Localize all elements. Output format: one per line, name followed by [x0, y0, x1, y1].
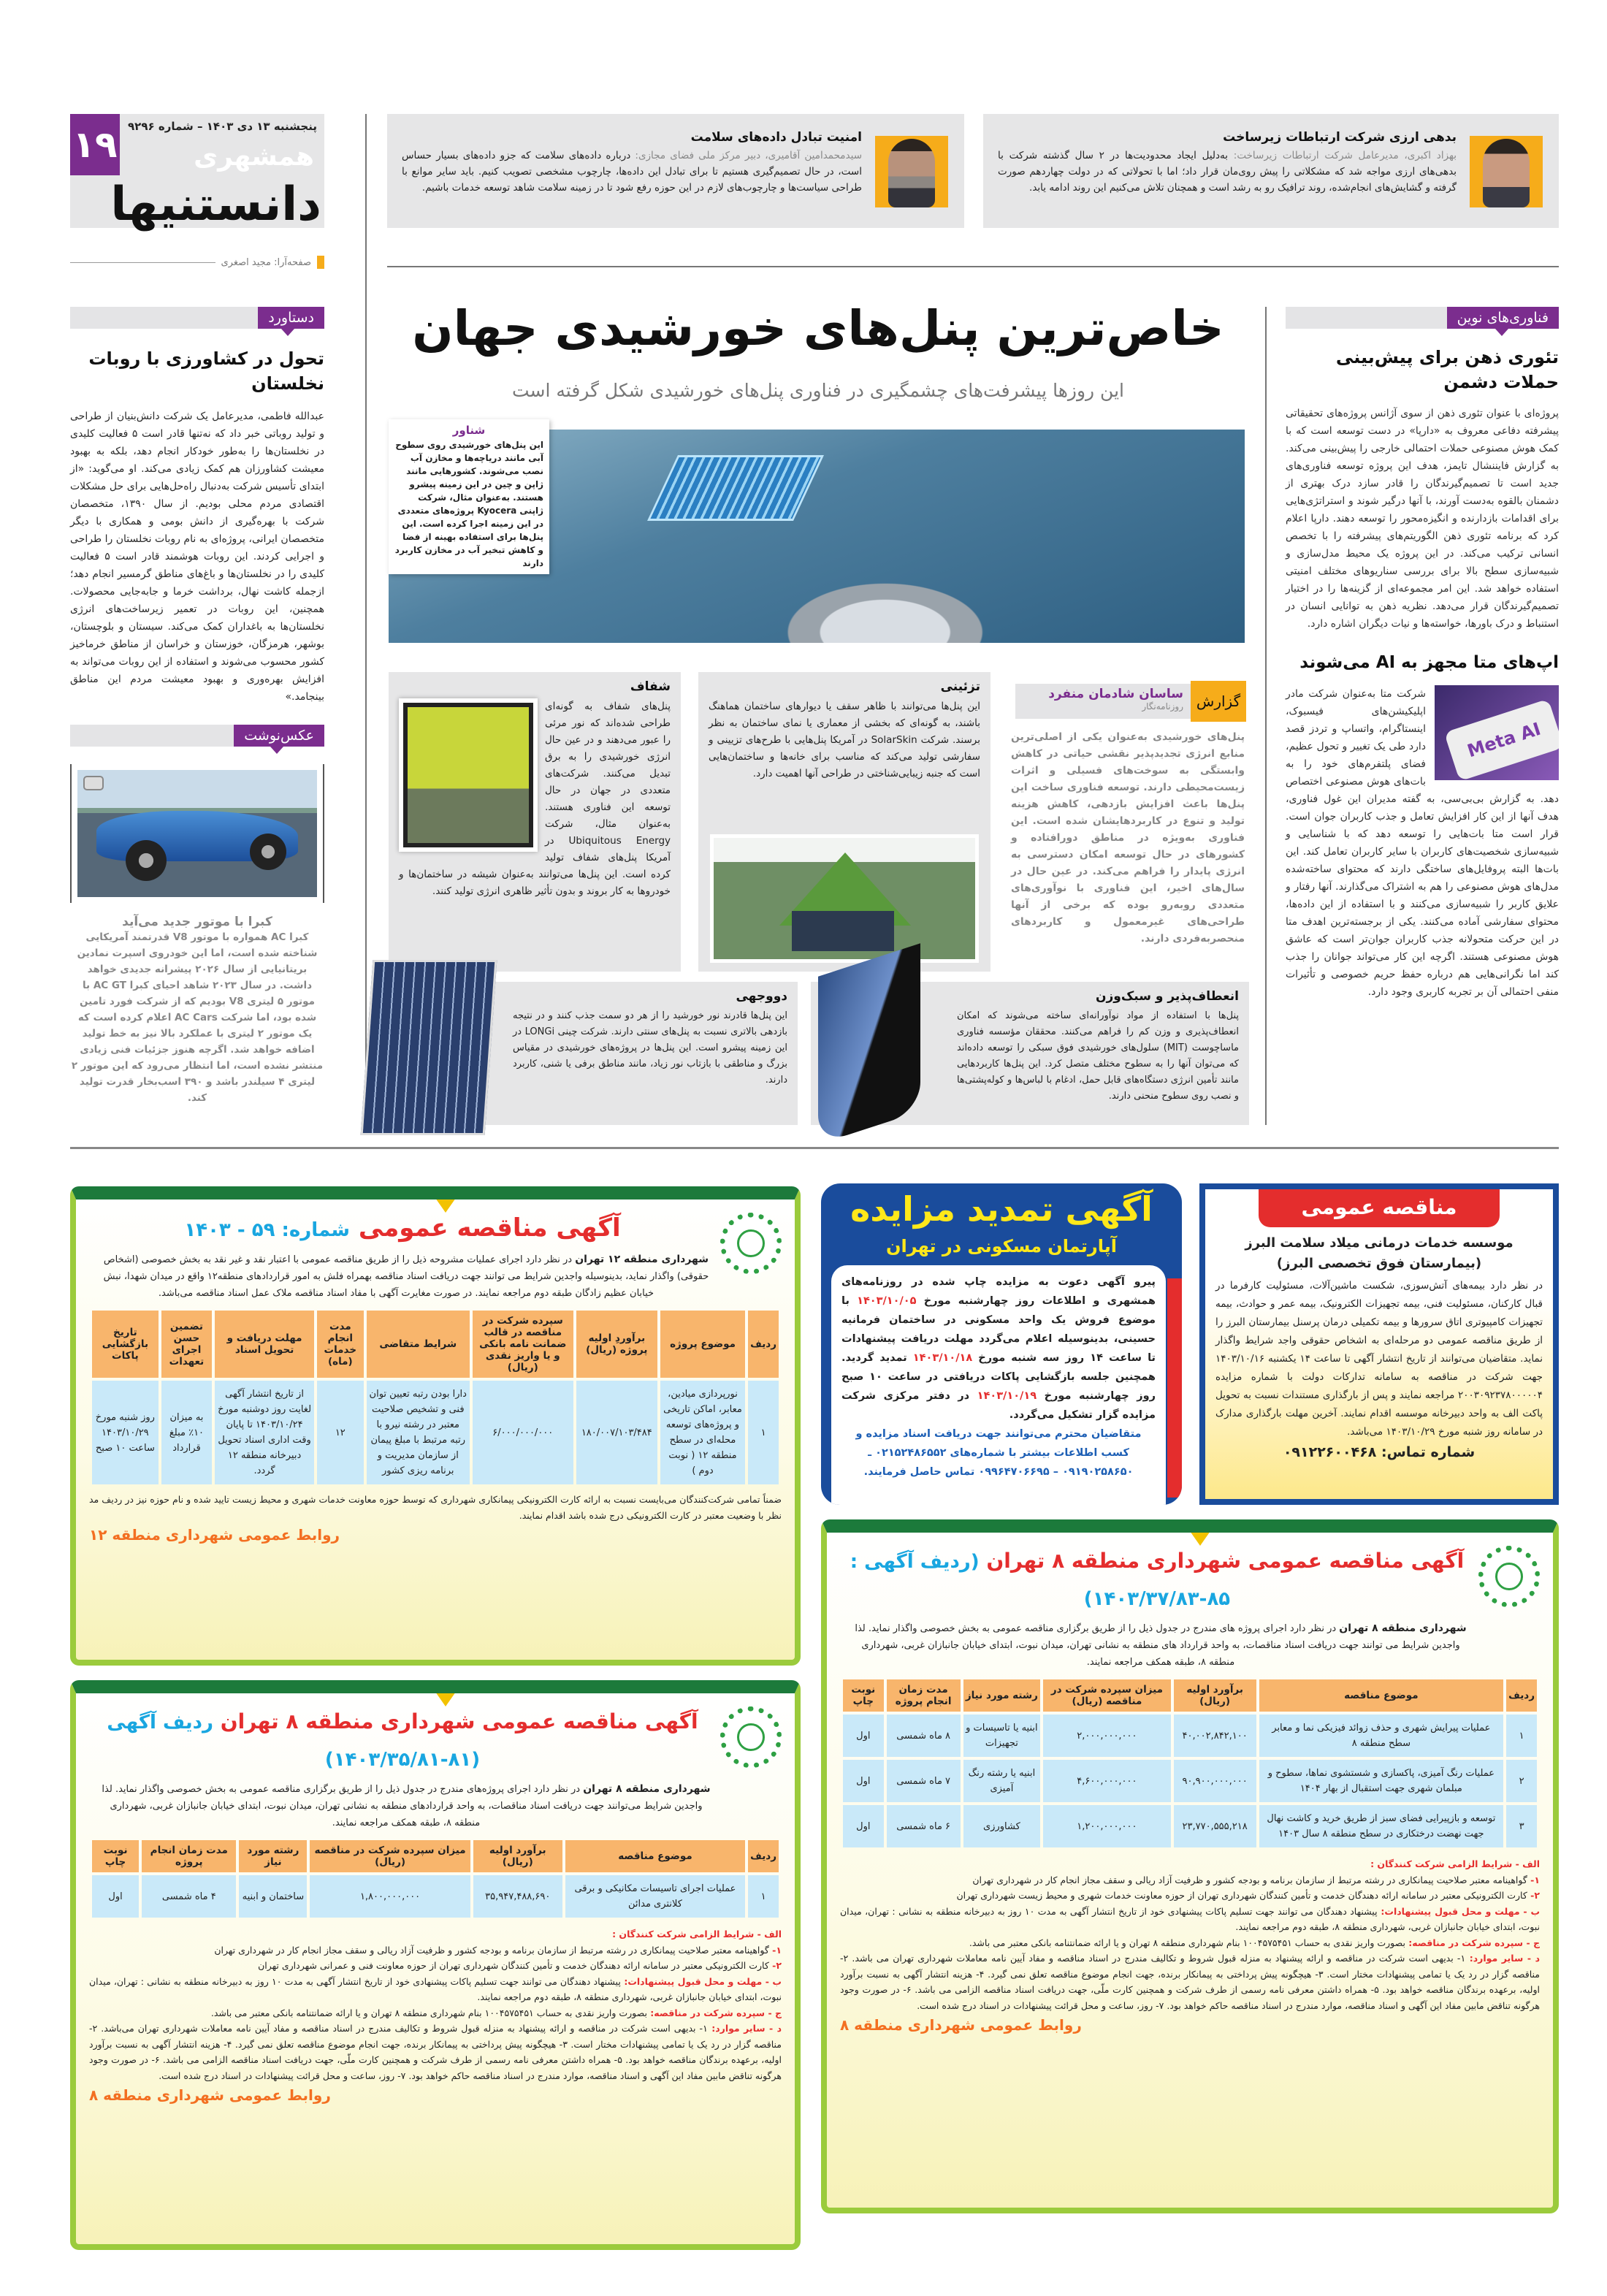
condition-heading: ب - مهلت و محل قبول پیشنهادات: — [620, 1975, 782, 1987]
ad-org: شهرداری منطقه ۱۲ تهران — [575, 1254, 709, 1265]
transparent-panel-photo — [399, 698, 538, 852]
table-cell: ۳۵,۹۴۷,۴۸۸,۶۹۰ — [473, 1875, 562, 1918]
decorative-panels-box — [698, 672, 990, 972]
table-row — [92, 1381, 779, 1484]
table-row — [843, 1760, 1537, 1802]
ad-date: ۱۴۰۳/۱۰/۱۸ — [912, 1352, 973, 1364]
table-row — [843, 1715, 1537, 1757]
ad-footer: روابط عمومی شهرداری منطقه ۱۲ — [89, 1526, 340, 1544]
table-cell: ۶ ماه شمسی — [887, 1805, 961, 1847]
column-header: مدت زمان انجام پروژه — [887, 1679, 961, 1712]
table-cell: اول — [92, 1875, 139, 1918]
ad-date: ۱۴۰۳/۱۰/۱۹ — [977, 1390, 1037, 1402]
ads-divider — [70, 1147, 1559, 1149]
table-cell: اول — [843, 1715, 884, 1757]
column-rule — [365, 114, 367, 1129]
table-cell: ۴ ماه شمسی — [142, 1875, 236, 1918]
newspaper-logo: همشهری — [194, 142, 314, 172]
article-body-intro: شرکت متا به‌عنوان شرکت مادر اپلیکیشن‌های فیسبوک، اینستاگرام، واتساپ و تردز قصد دارد طی یک تغییر و تحول عظیم، فضای پلتفرم‌های خود را به بات‌های هوش مصنوعی — [1286, 688, 1426, 787]
ad-intro-text: در نظر دارد اجرای پروژه‌های مندرج در جدول ذیل را از طریق برگزاری مناقصه عمومی به بخش خصوصی واگذار نماید. لذا واجدین شرایط می‌توانند جهت دریافت اسناد مناقصات، به واحد قراردادهای منطقه به نشانی تهران، میدان نبوت، ابتدای خیابان جانبازان غربی، شهرداری منطقه ۸، طبقه همکف مراجعه نمایند. — [102, 1784, 703, 1828]
column-header: تاریخ بازگشایی پاکات — [92, 1311, 159, 1378]
column-header: مدت انجام خدمات (ماه) — [317, 1311, 364, 1378]
table-cell: عملیات پیرایش شهری و حذف زوائد فیزیکی نما و معابر سطح منطقه ۸ — [1259, 1715, 1504, 1757]
ad-contact: شماره تماس: ۰۹۱۲۲۶۰۰۴۶۸ — [1283, 1444, 1476, 1460]
article-body: پروژه‌ای با عنوان تئوری ذهن از سوی آژانس پروژه‌های تحقیقاتی پیشرفته دفاعی معروف به «دارپا» در دست توسعه است که با کمک هوش مصنوعی حملات احتمالی خارجی را پیش‌بینی می‌کند. به گزارش فایننشال تایمز، هدف این پروژه توسعه فناوری‌های جدید است تا تصمیم‌گیرندگان را قادر سازد درک بهتری از دشمنان بالقوه به‌دست آورند، با آنها درگیر شوند و استراتژی‌هایی برای اقدامات بازدارنده و انگیزه‌محور را توسعه دهند. دارپا اعلام کرد که برنامه تئوری ذهن الگوریتم‌های پیشرفته را با تخصص انسانی ترکیب می‌کند. در این پروژه یک محیط مدل‌سازی و شبیه‌سازی سطح بالا برای بررسی سناریوهای مختلف امنیتی استفاده خواهد شد. این امر مجموعه‌ای از گزینه‌ها را در اختیار تصمیم‌گیرندگان قرار می‌دهد. نظریه ذهن به توانایی انسان در استنباط و درک باورها، خواسته‌ها و نیات دیگران اشاره دارد. — [1286, 408, 1559, 630]
table-cell: به میزان ۱۰٪ مبلغ قرارداد — [161, 1381, 212, 1484]
quote-box — [983, 114, 1559, 228]
ad-text: با موضوع فروش یک واحد مسکونی در ساختمان فرمانیه حسینی، بدینوسیله اعلام می‌گردد مهلت دریافت پیشنهادات تا ساعت ۱۴ روز سه شنبه مورخ — [841, 1295, 1156, 1364]
ad-text: تمدید گردید. همچنین جلسه بازگشایی پاکات دریافتی در ساعت ۱۰ صبح روز چهارشنبه مورخ — [841, 1352, 1156, 1402]
main-subtitle: این روزها پیشرفت‌های چشمگیری در فناوری پنل‌های خورشیدی شکل گرفته است — [512, 380, 1124, 401]
table-cell: اول — [843, 1805, 884, 1847]
column-header: نوبت چاپ — [92, 1840, 139, 1872]
ad-text: پیرو آگهی دعوت به مزایده چاپ شده در روزنامه‌های همشهری و اطلاعات روز چهارشنبه مورخ — [841, 1276, 1156, 1307]
table-cell: ۱۲ — [317, 1381, 364, 1484]
left-column — [70, 307, 324, 1106]
column-header: ردیف — [748, 1840, 779, 1872]
bifacial-panel-photo — [361, 960, 497, 1135]
floating-solar-photo — [389, 424, 1245, 643]
column-header: نوبت چاپ — [843, 1679, 884, 1712]
condition-item — [89, 1926, 782, 1942]
table-cell: ۲ — [1506, 1760, 1537, 1802]
issue-date: پنجشنبه ۱۳ دی ۱۴۰۳ – شماره ۹۲۹۶ — [128, 120, 317, 133]
table-cell: ۷ ماه شمسی — [887, 1760, 961, 1802]
bifacial-panels-box — [389, 982, 798, 1125]
marker-icon — [317, 256, 324, 269]
table-row — [92, 1875, 779, 1918]
condition-text: کارت الکترونیکی معتبر در سامانه ارائه دهندگان خدمت و تأمین کنندگان شهرداری تهران از حوزه معاونت فنی و عمرانی شهرداری تهران — [258, 1960, 769, 1971]
subsection-title: تزئینی — [940, 679, 980, 694]
ad-org: شهرداری منطقه ۸ تهران — [583, 1783, 711, 1795]
column-header: برآورد اولیه (ریال) — [473, 1840, 562, 1872]
quote-body: به‌دلیل ایجاد محدودیت‌ها در ۲ سال گذشته شرکت با بدهی‌های ارزی مواجه شد که مشکلاتی را پیش روی‌مان قرار داد؛ اما با تحولاتی که در دولت چهاردهم صورت گرفته و گشایش‌های انجام‌شده، روند ترافیک رو به رشد است و همچنان تلاش می‌کنیم این روند ادامه یابد. — [998, 150, 1457, 194]
meta-ai-key: Meta AI — [1444, 699, 1559, 780]
tender-ad-district-12 — [70, 1186, 801, 1666]
ad-org: موسسه خدمات درمانی میلاد سلامت البرز — [1245, 1235, 1514, 1251]
table-cell: ۴,۶۰۰,۰۰۰,۰۰۰ — [1043, 1760, 1171, 1802]
ad-conditions — [89, 1926, 782, 2083]
designer-credit: صفحه‌آرا: مجید اصغری — [221, 256, 311, 268]
condition-text: کارت الکترونیکی معتبر در سامانه ارائه دهندگان خدمت و تأمین کنندگان شهرداری تهران از حوزه معاونت خدمات شهری و محیط زیست شهرداری تهران — [956, 1890, 1527, 1901]
article-title: تحول در کشاورزی با روبات نخلستان — [88, 348, 324, 394]
alborz-tender-ad — [1199, 1183, 1559, 1505]
section-tag: عکس‌نوشت — [234, 725, 324, 747]
ad-title: آگهی مناقصه عمومی — [358, 1213, 621, 1243]
tehran-municipality-logo — [720, 1706, 782, 1768]
triangle-icon — [435, 1692, 456, 1706]
column-header: ردیف — [1506, 1679, 1537, 1712]
table-cell: ابنیه یا تاسیسات و تجهیزات — [963, 1715, 1040, 1757]
floating-sidebar — [389, 419, 549, 574]
ad-footer: روابط عمومی شهرداری منطقه ۸ — [840, 2016, 1082, 2034]
ad-title: آگهی مناقصه عمومی شهرداری منطقه ۸ تهران — [220, 1709, 698, 1734]
condition-item — [840, 1872, 1540, 1888]
ad-footer: روابط عمومی شهرداری منطقه ۸ — [89, 2086, 331, 2104]
condition-text: ۱- بدیهی است شرکت در مناقصه و ارائه پیشنهاد به منزله قبول شروط و تکالیف مندرج در اسناد مناقصه و مفاد آیین نامه معاملات شهرداری تهران می‌باشد. ۲- مناقصه گزار در رد یک یا تمامی پیشنهادات مختار است. ۳- هیچگونه پیش پرداختی به پیمانکار برنده، جهت انجام موضوع مناقصه تعلق نمی گیرد. ۴- هزینه انتشار آگهی به نسبت برآورد اولیه، برعهده برندگان مناقصه خواهد بود. ۵- همراه داشتن معرفی نامه رسمی از طرف شرکت و همچنین کارت ملّی، جهت دریافت اسناد مناقصه الزامی می باشد. ۶- در صورت وجود هرگونه تناقض مابین مفاد این آگهی و اسناد مناقصه، موارد مندرج در اسناد مناقصه حاکم خواهد بود. ۷- روز، ساعت و محل قرائت پیشنهادات در اسناد درج شده است. — [89, 2023, 782, 2081]
triangle-icon — [435, 1198, 456, 1213]
article-meta-ai — [1286, 650, 1559, 1001]
caption-title: کبرا با موتور جدید می‌آید — [122, 915, 272, 929]
section-tag: دستاورد — [258, 307, 324, 329]
condition-text: پیشنهاد دهندگان می توانند جهت تسلیم پاکات پیشنهادی خود از تاریخ انتشار آگهی به مدت ۱۰ روز به دبیرخانه منطقه به نشانی : تهران، میدان نبوت، ابتدای خیابان جانبازان غربی، شهرداری منطقه ۸، طبقه دوم مراجعه نمایند. — [89, 1975, 782, 2002]
camera-icon — [83, 776, 104, 790]
table-cell: ابنیه یا رشته رنگ آمیزی — [963, 1760, 1040, 1802]
meta-ai-photo — [1435, 685, 1559, 780]
table-cell: اول — [843, 1760, 884, 1802]
condition-item — [89, 1958, 782, 1974]
flexible-panels-box — [811, 982, 1249, 1125]
table-cell: دارا بودن رتبه تعیین توان فنی و تشخیص صلاحیت معتبر در رشته نیرو با رتبه مرتبط با مبلغ پیمان از سازمان مدیریت و برنامه ریزی کشور — [367, 1381, 470, 1484]
column-header: رشته مورد نیاز — [963, 1679, 1040, 1712]
sidebar-title: شناور — [452, 424, 486, 437]
table-cell: ۱,۸۰۰,۰۰۰,۰۰۰ — [310, 1875, 470, 1918]
triangle-icon — [1190, 1531, 1210, 1546]
decor-stripe — [1167, 1278, 1182, 1498]
right-column — [1286, 307, 1559, 1001]
car-photo — [77, 770, 317, 897]
table-cell: نورپردازی میادین، معابر، اماکن تاریخی و پروژه‌های توسعه محله‌ای در سطح منطقه ۱۲ ( نوبت دوم ) — [660, 1381, 745, 1484]
page-number: ۱۹ — [70, 114, 120, 175]
condition-heading: الف - شرایط الزامی شرکت کنندگان : — [1370, 1858, 1540, 1869]
quote-speaker: سیدمحمدامین آقامیری، دبیر مرکز ملی فضای مجازی: — [635, 150, 862, 161]
table-cell: ۶/۰۰۰/۰۰۰/۰۰۰ — [473, 1381, 573, 1484]
subsection-text: پنل‌های شفاف به گونه‌ای طراحی شده‌اند که نور مرئی را عبور می‌دهند و در عین حال انرژی خورشیدی را به برق تبدیل می‌کنند. شرکت‌های متعددی در جهان در حال توسعه این فناوری هستند. به‌عنوان مثال، شرکت Ubiquitous Energy در آمریکا پنل‌های شفاف تولید کرده است. این پنل‌ها می‌توانند به‌عنوان شیشه در ساختمان‌ها و خودروها به کار بروند و بدون تأثیر ظاهری انرژی تولید کنند. — [399, 701, 671, 897]
condition-heading: ۱- — [768, 1944, 782, 1956]
quote-text — [402, 148, 862, 196]
column-header: ردیف — [748, 1311, 779, 1378]
ad-number: (ردیف آگهی : ۸۵-۱۴۰۳/۳۷/۸۳) — [850, 1551, 1231, 1610]
ad-intro-text: در نظر دارد اجرای پروژه های مندرج در جدول ذیل را از طریق برگزاری مناقصه عمومی به بخش خصوصی واگذار نماید. لذا واجدین شرایط می توانند جهت دریافت اسناد مناقصات، به واحد قرارداد های منطقه به نشانی تهران، میدان نبوت، ابتدای خیابان جانبازان غربی، شهرداری منطقه ۸، طبقه همکف مراجعه نمایند. — [855, 1623, 1460, 1668]
table-cell: ۱۸۰/۰۰۷/۱۰۳/۴۸۴ — [576, 1381, 657, 1484]
photo-frame — [70, 764, 324, 903]
ad-org-sub: (بیمارستان فوق تخصصی البرز) — [1276, 1256, 1482, 1271]
divider — [70, 262, 215, 263]
byline — [1015, 684, 1191, 719]
column-header: برآورد اولیه (ریال) — [1174, 1679, 1256, 1712]
tehran-municipality-logo — [720, 1213, 782, 1274]
tender-table — [840, 1677, 1540, 1850]
quote-title: بدهی ارزی شرکت ارتباطات زیرساخت — [1223, 130, 1457, 145]
transparent-panels-box — [389, 672, 681, 972]
table-cell: ۱,۲۰۰,۰۰۰,۰۰۰ — [1043, 1805, 1171, 1847]
table-cell: روز شنبه مورخ ۱۴۰۳/۱۰/۲۹ ساعت ۱۰ صبح — [92, 1381, 159, 1484]
tender-ad-district-8-85 — [821, 1519, 1559, 2213]
subsection-text: پنل‌ها با استفاده از مواد نوآورانه‌ای ساخته می‌شوند که امکان انعطاف‌پذیری و وزن کم را فراهم می‌کنند. محققان مؤسسه فناوری ماساچوست (MIT) سلول‌های خورشیدی فوق سبکی را توسعه داده‌اند که می‌توان آنها را به سطوح مختلف متصل کرد. این پنل‌ها کاربردهایی مانند تأمین انرژی دستگاه‌های قابل حمل، ادغام با لباس‌ها و کوله‌پشتی‌ها و نصب روی سطوح منحنی دارند. — [957, 1010, 1239, 1102]
condition-heading: ۲- — [1527, 1890, 1540, 1901]
quote-box — [387, 114, 964, 228]
table-cell: کشاورزی — [963, 1805, 1040, 1847]
photo-caption-article — [70, 725, 324, 1106]
ad-text: در دفتر مرکزی شرکت مزایده گزار تشکیل می‌گردد. — [841, 1390, 1156, 1421]
report-body: پنل‌های خورشیدی به‌عنوان یکی از اصلی‌ترین منابع انرژی تجدیدپذیر نقشی حیاتی در کاهش وابستگی به سوخت‌های فسیلی و اثرات زیست‌محیطی دارند. توسعه فناوری ساخت این پنل‌ها باعث افزایش بازدهی، کاهش هزینه تولید و تنوع در کاربردهایشان شده است. این فناوری به‌ویژه در مناطق دورافتاده و کشورهای در حال توسعه امکان دسترسی به انرژی پایدار را فراهم می‌کند. در عین حال در سال‌های اخیر، این فناوری با نوآوری‌های متعددی روبه‌رو بوده که برخی از آنها طراحی‌های غیرمعمول و کاربردهای منحصربه‌فردی دارند. — [1011, 731, 1245, 945]
condition-heading: ب - مهلت و محل قبول پیشنهادات: — [1377, 1905, 1541, 1917]
table-cell: عملیات اجرای تاسیسات مکانیکی و برقی کلانتری مدائن — [565, 1875, 745, 1918]
condition-text: بصورت واریز نقدی به حساب ۱۰۰۴۵۷۵۴۵۱ بنام شهرداری منطقه ۸ تهران و یا ارائه ضمانتنامه بانکی معتبر می باشد. — [969, 1937, 1405, 1948]
condition-text: گواهینامه معتبر صلاحیت پیمانکاری در رشته مرتبط از سازمان برنامه و بودجه کشور و ظرفیت آزاد ریالی و سقف مجاز انجام کار در شهرداری تهران — [972, 1874, 1527, 1885]
auction-extension-ad — [821, 1183, 1182, 1505]
speaker-photo — [875, 136, 948, 207]
table-cell: ۲۳,۷۷۰,۵۵۵,۲۱۸ — [1174, 1805, 1256, 1847]
section-title: دانستنیها — [110, 178, 321, 232]
condition-item — [89, 2005, 782, 2021]
ad-intro-text: در نظر دارد اجرای عملیات مشروحه ذیل را از طریق مناقصه عمومی با اعتبار نقد و غیر نقد به بخش خصوصی (اشخاص حقوقی) واگذار نماید، بدینوسیله واجدین شرایط می توانند جهت دریافت اسناد مناقصه بهمراه فلش به امور قراردادهای منطقه۱۲ واقع در میدان شهدا، نبش خیابان عظیم زادگان طبقه دوم مراجعه نمایند. در صورت مغایرت آگهی با مفاد اسناد مناقصه ملاک عمل اسناد مناقصه می‌باشد. — [103, 1254, 709, 1299]
column-header: موضوع پروژه — [660, 1311, 745, 1378]
table-cell: ۱ — [748, 1381, 779, 1484]
subsection-text: این پنل‌ها قادرند نور خورشید را از هر دو سمت جذب کنند و در نتیجه بازدهی بالاتری نسبت به پنل‌های سنتی دارند. شرکت چینی LONGi در این زمینه پیشرو است. این پنل‌ها در پروژه‌های خورشیدی در مقیاس بزرگ و مناطقی با بازتاب نور زیاد، مانند مناطق برفی یا شنی، کاربرد دارند. — [513, 1010, 788, 1086]
subsection-title: دووجهی — [736, 989, 787, 1004]
condition-item — [840, 1935, 1540, 1951]
article-title: اپ‌های متا مجهز به AI می‌شوند — [1299, 653, 1559, 672]
subsection-title: شفاف — [630, 679, 671, 694]
condition-heading: د - سایر موارد: — [1465, 1953, 1540, 1964]
column-header: سپرده شرکت در مناقصه در قالب ضمانت نامه بانکی و یا واریز نقدی (ریال) — [473, 1311, 573, 1378]
quote-text — [998, 148, 1457, 196]
ad-intro — [847, 1620, 1474, 1671]
column-header: مهلت دریافت و تحویل اسناد — [215, 1311, 314, 1378]
page-designer — [70, 256, 324, 269]
condition-item — [840, 1888, 1540, 1904]
table-cell: ۲,۰۰۰,۰۰۰,۰۰۰ — [1043, 1715, 1171, 1757]
condition-heading: ۱- — [1527, 1874, 1540, 1885]
column-header: مدت زمان انجام پروژه — [142, 1840, 236, 1872]
solar-raft — [647, 455, 824, 521]
article-body: عبدالله فاطمی، مدیرعامل یک شرکت دانش‌بنیان از طراحی و تولید روباتی خبر داد که نه‌تنها قادر است ۵ فعالیت کلیدی در نخلستان‌ها را به‌طور خودکار انجام دهد، بلکه به بهبود معیشت کشاورزان هم کمک زیادی می‌کند. او می‌گوید: «از ابتدای تأسیس شرکت به‌دنبال راه‌حل‌هایی برای حل مشکلات اقتصادی مردم محلی بودیم. از سال ۱۳۹۰، متخصصان شرکت با بهره‌گیری از دانش بومی و همکاری با دیگر متخصصان ایرانی، پروژه‌ای به نام روبات نخلستان را طراحی و اجرایی کردند. این روبات هوشمند قادر است ۵ فعالیت کلیدی را در نخلستان‌ها و باغ‌های مناطق گرمسیر انجام دهد؛ ازجمله کاشت نهال، برداشت خرما و جابه‌جایی محصولات. همچنین، این روبات در تعمیر زیرساخت‌های انرژی نخلستان‌ها به باغداران کمک می‌کند. سیستان و بلوچستان، بوشهر، هرمزگان، خوزستان و خراسان از مناطق خرماخیز کشور محسوب می‌شوند و استفاده از این روبات می‌تواند به افزایش بهره‌وری و بهبود معیشت مردم این مناطق بینجامد.» — [70, 411, 325, 703]
flexible-panel-photo — [818, 943, 920, 1144]
article-title: تئوری ذهن برای پیش‌بینی حملات دشمن — [1335, 347, 1559, 392]
condition-heading: ج - سپرده شرکت در مناقصه: — [646, 2007, 782, 2018]
condition-text: پیشنهاد دهندگان می توانند جهت تسلیم پاکات پیشنهادی خود از تاریخ انتشار آگهی به مدت ۱۰ روز به دبیرخانه منطقه به نشانی : تهران، میدان نبوت، ابتدای خیابان جانبازان غربی، شهرداری منطقه ۸، طبقه دوم مراجعه نمایند. — [840, 1905, 1540, 1932]
condition-item — [89, 2021, 782, 2083]
ad-note: ضمناً تمامی شرکت‌کنندگان می‌بایست نسبت به ارائه کارت الکترونیکی پیمانکاری شهرداری که توسط حوزه معاونت خدمات شهری و محیط زیست تایید شده و نام حوزه نیز در ردیف مد نظر با وضعیت معتبر در کارت الکترونیکی درج شده باشد اقدام نمایند. — [89, 1494, 782, 1521]
ad-subtitle: آپارتمان مسکونی در تهران — [886, 1236, 1117, 1256]
table-cell: ۱ — [748, 1875, 779, 1918]
tender-ad-district-8-81 — [70, 1680, 801, 2250]
ad-number: شماره: ۵۹ - ۱۴۰۳ — [184, 1219, 350, 1241]
ad-title: آگهی مناقصه عمومی شهرداری منطقه ۸ تهران — [986, 1549, 1465, 1573]
table-cell: ۹۰,۹۰۰,۰۰۰,۰۰۰ — [1174, 1760, 1256, 1802]
table-cell: ۸ ماه شمسی — [887, 1715, 961, 1757]
column-header: شرایط متقاضی — [367, 1311, 470, 1378]
ad-contact: متقاضیان محترم می‌توانند جهت دریافت اسناد مزایده و کسب اطلاعات بیشتر با شماره‌های ۰۲۱۵۲۴۸۶۵۵۲ ـ ۰۹۱۹۰۲۵۸۶۵۰ – ۰۹۹۶۴۷۰۶۶۹۵ تماس حاصل فرمایند. — [855, 1428, 1142, 1478]
article-body-rest: اختصاص دهد. به گزارش بی‌بی‌سی، به گفته مدیران این غول فناوری، هدف آنها از این کار افزایش تعامل و جذب کاربران جوان است. قرار است متا بات‌هایی را توسعه دهد که با شناسایی و شبیه‌سازی شخصیت‌های کاربران با سایر کاربران تعامل کند. این بات‌ها البته پروفایل‌های ساختگی دارند که محتوای ساخته‌شده مدل‌های هوش مصنوعی را هم به اشتراک می‌گذارند. آنها رفتار و علایق کاربر را شبیه‌سازی می‌کنند و با استفاده از این داده‌ها، محتوای سفارشی آماده می‌کنند. یکی از برجسته‌ترین اهدف متا در این حرکت متحولانه جذب کاربران جوان‌تر است که عاشق هوش مصنوعی هستند. اگرچه این کار می‌تواند جوانان را جذب کند اما نگرانی‌هایی هم درباره حفظ حریم خصوصی و تأثیرات منفی احتمالی آن بر تجربه کاربری وجود دارد. — [1286, 776, 1559, 998]
table-cell: توسعه و بازپیرایی فضای سبز از طریق خرید و کاشت نهال جهت نهضت درختکاری در سطح منطقه ۸ سال ۱۴۰۳ — [1259, 1805, 1504, 1847]
ad-org: شهرداری منطقه ۸ تهران — [1339, 1622, 1467, 1634]
table-cell: عملیات رنگ آمیزی، پاکسازی و شستشوی نماها، سطوح و مبلمان شهری جهت استقبال از بهار ۱۴۰۴ — [1259, 1760, 1504, 1802]
ad-conditions — [840, 1856, 1540, 2013]
condition-heading: الف - شرایط الزامی شرکت کنندگان : — [612, 1929, 782, 1940]
condition-item — [840, 1856, 1540, 1872]
divider — [387, 266, 1559, 267]
green-roof-house-photo — [710, 834, 979, 963]
column-header: برآوردِ اولیه پروژه (ریال) — [576, 1311, 657, 1378]
quote-body: درباره داده‌های سلامت که جزو داده‌های بسیار حساس است، در حال تصمیم‌گیری هستیم تا برای تبادل این داده‌ها، چارچوب مشخصی تصویب کنیم. باید سایر موانع با طراحی سیاست‌ها و چارچوب‌های لازم در این حوزه رفع شود تا در زمینه سلامت شاهد توسعه خدمات باشیم. — [402, 150, 862, 194]
caption-body: کبرا AC همواره با موتور V8 قدرتمند آمریکایی شناخته شده است، اما این خودروی اسپرت نمادین بریتانیایی از سال ۲۰۲۶ پیشرانه جدیدی خواهد داشت. در سال ۲۰۲۳ شاهد احیای کبرا AC GT با موتور ۵ لیتری V8 بودیم که از شرکت فورد تامین شده بود، اما شرکت AC Cars اعلام کرده است که یک موتور ۲ لیتری با عملکرد بالا نیز به خط تولید اضافه خواهد شد. اگرچه هنوز جزئیات فنی زیادی منتشر نشده است، اما انتظار می‌رود که این موتور ۲ لیتری ۴ سیلندر باشد و ۳۹۰ اسب‌بخار قدرت تولید کند. — [71, 931, 324, 1104]
condition-text: بصورت واریز نقدی به حساب ۱۰۰۴۵۷۵۴۵۱ بنام شهرداری منطقه ۸ تهران و یا ارائه ضمانتنامه بانکی معتبر می باشد. — [210, 2007, 647, 2018]
tehran-municipality-logo — [1478, 1546, 1540, 1607]
ad-number: ردیف آگهی (۸۱-۱۴۰۳/۳۵/۸۱) — [107, 1712, 481, 1771]
table-cell: ساختمان و ابنیه — [239, 1875, 307, 1918]
table-cell: ۱ — [1506, 1715, 1537, 1757]
column-header: رشته مورد نیاز — [239, 1840, 307, 1872]
column-header: میزان سپرده شرکت در مناقصه (ریال) — [310, 1840, 470, 1872]
column-header: موضوع مناقصه — [565, 1840, 745, 1872]
table-cell: ۴۰,۰۰۲,۸۴۲,۱۰۰ — [1174, 1715, 1256, 1757]
main-headline: خاص‌ترین پنل‌های خورشیدی جهان — [412, 300, 1224, 356]
tender-table — [89, 1308, 782, 1487]
article-theory-of-mind — [1286, 307, 1559, 633]
condition-item — [840, 1950, 1540, 2013]
column-header: میزان سپرده شرکت در مناقصه (ریال) — [1043, 1679, 1171, 1712]
condition-item — [89, 1974, 782, 2005]
ad-title: مناقصه عمومی — [1259, 1189, 1500, 1227]
table-cell: ۳ — [1506, 1805, 1537, 1847]
report-tag: گزارش — [1191, 681, 1246, 722]
condition-text: گواهینامه معتبر صلاحیت پیمانکاری در رشته مرتبط از سازمان برنامه و بودجه کشور و ظرفیت آزاد ریالی و سقف مجاز انجام کار در شهرداری تهران — [214, 1944, 769, 1956]
author-name: ساسان شادمان منفرد — [1048, 687, 1183, 701]
condition-heading: ۲- — [768, 1960, 782, 1971]
subsection-title: انعطاف‌پذیر و سبک‌وزن — [1096, 989, 1239, 1004]
condition-text: ۱- بدیهی است شرکت در مناقصه و ارائه پیشنهاد به منزله قبول شروط و تکالیف مندرج در اسناد مناقصه و مفاد آیین نامه معاملات شهرداری تهران می باشد. ۲- مناقصه گزار در رد یک یا تمامی پیشنهادات مختار است. ۳- هیچگونه پیش پرداختی به پیمانکار برنده، جهت انجام موضوع مناقصه تعلق نمی گیرد. ۴- هزینه انتشار آگهی به نسبت برآورد اولیه، برعهده برندگان مناقصه خواهد بود. ۵- همراه داشتن معرفی نامه رسمی از طرف شرکت و همچنین کارت ملّی، جهت دریافت اسناد مناقصه الزامی می باشد. ۶- در صورت وجود هرگونه تناقض مابین مفاد این آگهی و اسناد مناقصه، موارد مندرج در اسناد مناقصه حاکم خواهد بود. ۷- روز، ساعت و محل قرائت پیشنهادات در اسناد درج شده است. — [840, 1953, 1540, 2011]
condition-heading: د - سایر موارد: — [707, 2023, 782, 2034]
quote-title: امنیت تبادل داده‌های سلامت — [690, 130, 862, 145]
table-cell: از تاریخ انتشار آگهی لغایت روز دوشنبه مورخ ۱۴۰۳/۱۰/۲۴ تا پایان وقت اداری اسناد تحویل دبیرخانه منطقه ۱۲ گردد. — [215, 1381, 314, 1484]
condition-heading: ج - سپرده شرکت در مناقصه: — [1405, 1937, 1540, 1948]
ad-title: آگهی تمدید مزایده — [850, 1189, 1153, 1229]
masthead — [70, 114, 324, 232]
speaker-photo — [1470, 136, 1543, 207]
condition-item — [89, 1942, 782, 1959]
ad-body: در نظر دارد بیمه‌های آتش‌سوزی، شکست ماشین‌آلات، مسئولیت کارفرما در قبال کارکنان، مسئولیت فنی، بیمه تجهیزات الکترونیک، بیمه عمر و حوادث، بیمه تجهیزات کامپیوتری اتاق سرورها و بیمه تکمیلی درمان پرسنل بیمارستان البرز را از طریق مناقصه عمومی دو مرحله‌ای به اشخاص حقوقی واجد شرایط واگذار نماید. متقاضیان می‌توانند از تاریخ انتشار آگهی تا ساعت ۱۴ یکشنبه ۱۴۰۳/۱۰/۱۶ جهت شرکت در مناقصه به سامانه تدارکات دولت با شماره مزایده ۲۰۰۳۰۹۲۳۷۸۰۰۰۰۰۴ مراجعه نمایند و پس از بارگذاری مستندات نسبت به تحویل پاکت الف به واحد دبیرخانه موسسه اقدام نمایند. آخرین مهلت بارگذاری مدارک در سامانه روز شنبه مورخ ۱۴۰۳/۱۰/۲۹ می‌باشد. — [1215, 1280, 1543, 1438]
condition-item — [840, 1904, 1540, 1935]
tender-table — [89, 1837, 782, 1921]
author-role: روزنامه‌نگار — [1142, 701, 1183, 712]
column-rule — [1265, 307, 1267, 1125]
column-header: موضوع مناقصه — [1259, 1679, 1504, 1712]
section-tag: فناوری‌های نوین — [1447, 307, 1559, 329]
table-row — [843, 1805, 1537, 1847]
subsection-text: این پنل‌ها می‌توانند با ظاهر سقف یا دیوارهای ساختمان هماهنگ باشند، به گونه‌ای که بخشی از معماری یا نمای ساختمان به نظر برسند. شرکت SolarSkin در آمریکا پنل‌هایی با طرح‌های تزیینی و سفارشی تولید می‌کند که مناسب برای خانه‌ها و ساختمان‌هایی است که جنبه زیبایی‌شناختی در طراحی آنها اهمیت دارد. — [709, 701, 980, 779]
ad-date: ۱۴۰۳/۱۰/۰۵ — [857, 1295, 917, 1307]
ad-body — [831, 1265, 1166, 1505]
article-palm-robot — [70, 307, 324, 706]
quote-speaker: بهزاد اکبری، مدیرعامل شرکت ارتباطات زیرساخت: — [1233, 150, 1457, 161]
column-header: تضمین حسن اجرای تعهدات — [161, 1311, 212, 1378]
ad-intro — [96, 1251, 716, 1302]
sidebar-text: این پنل‌های خورشیدی روی سطوح آبی مانند دریاچه‌ها و مخازن آب نصب می‌شوند. کشورهایی مانند ژاپن و چین در این زمینه پیشرو هستند. به‌عنوان مثال، شرکت ژاپنی Kyocera پروژه‌های متعددی در این زمینه اجرا کرده است. این پنل‌ها برای استفاده بهینه از فضا و کاهش تبخیر آب در مخازن کاربرد دارند — [394, 440, 543, 568]
ad-intro — [96, 1781, 716, 1831]
